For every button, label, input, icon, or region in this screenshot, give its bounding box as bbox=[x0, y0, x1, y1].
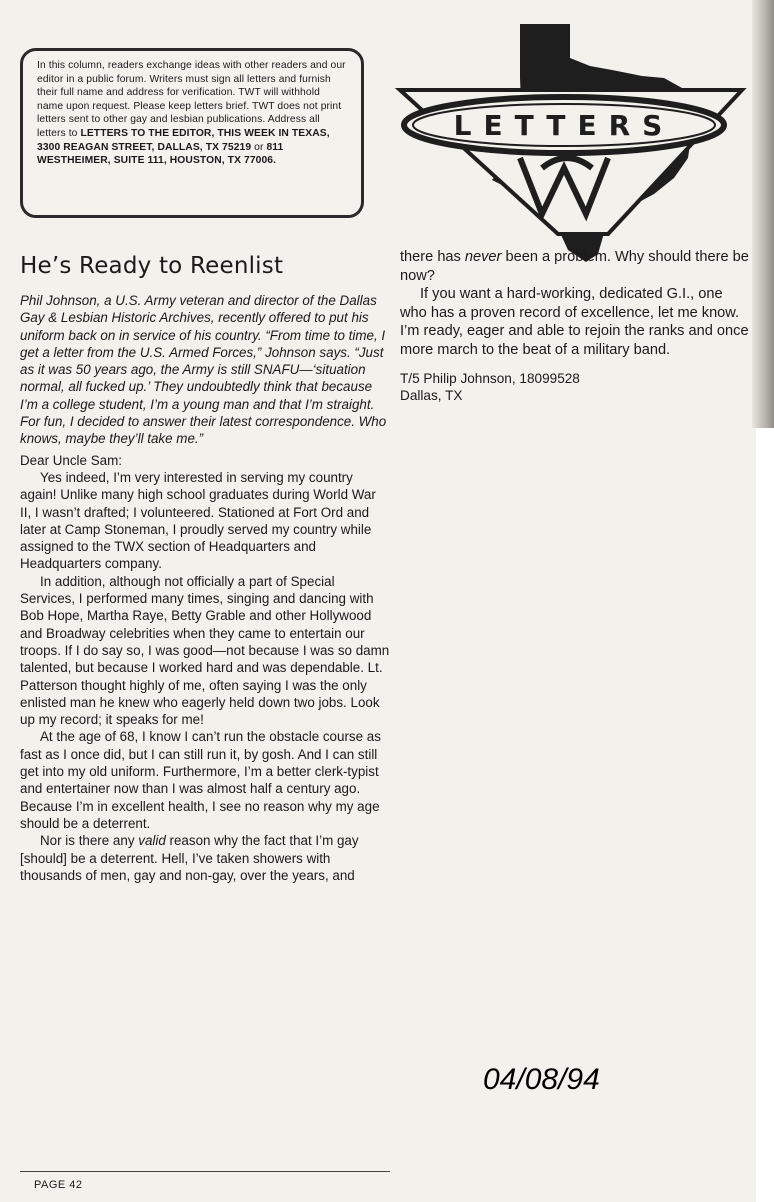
letter-paragraph bbox=[20, 832, 390, 884]
letter-paragraph: Yes indeed, I’m very interested in serving my country again! Unlike many high school graduates during World War II, I wasn’t drafted; I volunteered. Stationed at Fort Ord and later at Camp Stoneman, I proudly served my country while assigned to the TWX section of Headquarters and Headquarters company. bbox=[20, 469, 376, 572]
paragraph-text: there has bbox=[400, 249, 465, 265]
signature-location: Dallas, TX bbox=[400, 388, 463, 404]
paragraph-text: been a problem. Why should there be now? bbox=[400, 249, 749, 284]
paragraph-text: Nor is there any bbox=[40, 833, 139, 849]
letter-paragraph: In addition, although not officially a part of Special Services, I performed many times, singing and dancing with Bob Hope, Martha Raye, Betty Grable and other Hollywood and Broadway celebrities when they came to entertain our troops. If I do say so, I was good—not because I was so damn talented, but because I worked hard and was dependable. Lt. Patterson thought highly of me, often saying I was the only enlisted man he knew who eagerly held down two jobs. Look up my record; it speaks for me! bbox=[20, 573, 390, 728]
date-stamp: 04/08/94 bbox=[483, 1063, 600, 1096]
notice-connector: or bbox=[251, 141, 267, 153]
article-title: He’s Ready to Reenlist bbox=[20, 253, 284, 279]
article-right-column bbox=[400, 248, 752, 405]
letter-paragraph bbox=[400, 248, 752, 285]
paragraph-text: reason why the fact that I’m gay [should] be a deterrent. Hell, I’ve taken showers with thousands of men, gay and non-gay, over the years, and bbox=[20, 833, 359, 883]
letter-salutation: Dear Uncle Sam: bbox=[20, 452, 122, 468]
letter-paragraph: If you want a hard-working, dedicated G.I., one who has a proven record of excellence, let me know. I’m ready, eager and able to rejoin the ranks and once more march to the beat of a military band. bbox=[400, 286, 749, 358]
emphasis-never: never bbox=[464, 249, 502, 265]
letter-signature bbox=[400, 370, 752, 405]
letters-label: LETTERS bbox=[453, 109, 675, 142]
article-intro: Phil Johnson, a U.S. Army veteran and director of the Dallas Gay & Lesbian Historic Archives, recently offered to put his uniform back on in service of his country. “From time to time, I get a letter from the U.S. Armed Forces,” Johnson says. “Just as it was 50 years ago, the Army is still SNAFU—‘situation normal, all fucked up.’ They undoubtedly think that because I’m a college student, I’m a young man and that I’m straight. For fun, I decided to answer their latest correspondence. Who knows, maybe they’ll take me.” bbox=[20, 293, 387, 447]
submission-notice bbox=[20, 48, 364, 218]
letter-paragraph: At the age of 68, I know I can’t run the obstacle course as fast as I once did, but I can still run it, by gosh. And I can still get into my old uniform. Furthermore, I’m a better clerk-typist and entertainer now than I was almost half a century ago. Because I’m in excellent health, I see no reason why my age should be a deterrent. bbox=[20, 729, 381, 831]
signature-name: T/5 Philip Johnson, 18099528 bbox=[400, 370, 580, 386]
emphasis-valid: valid bbox=[138, 833, 166, 849]
texas-letters-logo bbox=[392, 18, 747, 268]
footer-rule bbox=[20, 1171, 390, 1172]
article-left-column bbox=[20, 292, 390, 884]
notice-text: In this column, readers exchange ideas with other readers and our editor in a public forum. Writers must sign all letters and furnish their full name and address for verification. TWT will withhold name upon request. Please keep letters brief. TWT does not print letters sent to other gay and lesbian publications. Address all letters to bbox=[37, 60, 346, 139]
scan-edge bbox=[752, 0, 774, 428]
notice-address: LETTERS TO THE EDITOR, THIS WEEK IN TEXAS, 3300 REAGAN STREET, DALLAS, TX 75219 bbox=[37, 127, 330, 153]
notice-address-houston: 811 WESTHEIMER, SUITE 111, HOUSTON, TX 77006. bbox=[37, 141, 284, 167]
page-number: PAGE 42 bbox=[34, 1179, 83, 1191]
